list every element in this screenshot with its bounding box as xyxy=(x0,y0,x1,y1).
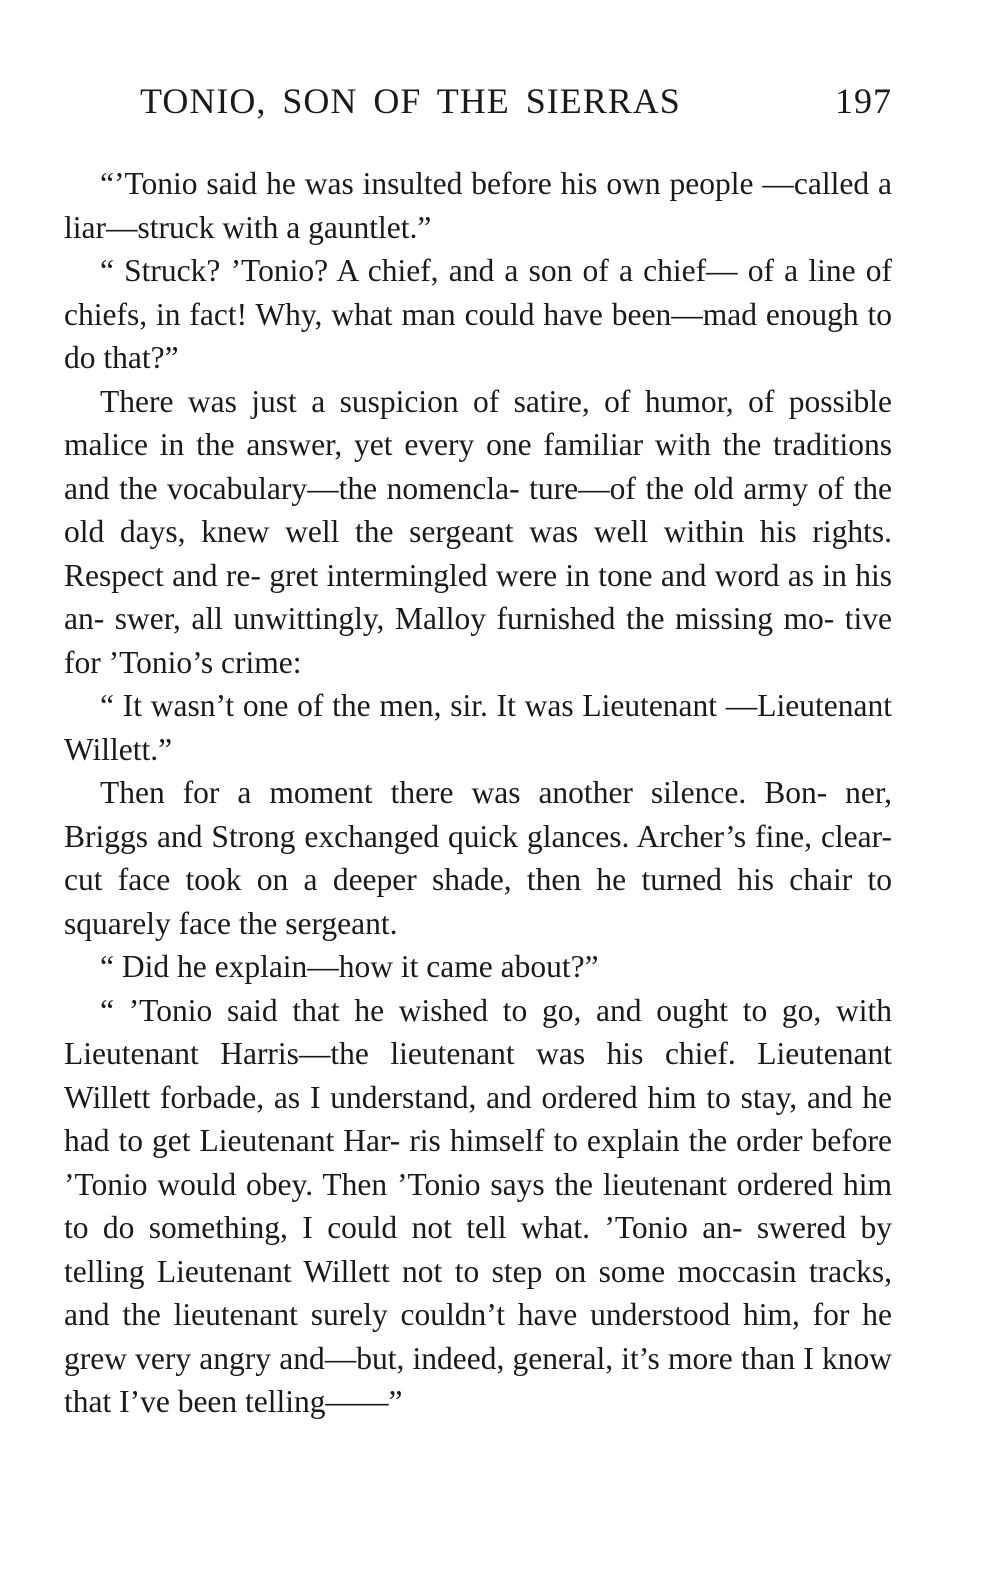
page-number: 197 xyxy=(835,81,892,121)
body-text xyxy=(64,162,892,1424)
paragraph: “ ’Tonio said that he wished to go, and ought to go, with Lieutenant Harris—the lieutenant was his chief. Lieutenant Willett forbade, as I understand, and ordered him to stay, and he had to get Lieutenant Har- ris himself to explain the order before ’Tonio would obey. Then ’Tonio says the lieutenant ordered him to do something, I could not tell what. ’Tonio an- swered by telling Lieutenant Willett not to step on some moccasin tracks, and the lieutenant surely couldn’t have understood him, for he grew very angry and—but, indeed, general, it’s more than I know that I’ve been telling——” xyxy=(64,992,892,1419)
paragraph: There was just a suspicion of satire, of humor, of possible malice in the answer, yet every one familiar with the traditions and the vocabulary—the nomencla- ture—of the old army of the old days, knew well the sergeant was well within his rights. Respect and re- gret intermingled were in tone and word as in his an- swer, all unwittingly, Malloy furnished the missing mo- tive for ’Tonio’s crime: xyxy=(64,383,892,680)
paragraph: “ Struck? ’Tonio? A chief, and a son of a chief— of a line of chiefs, in fact! Why, what man could have been—mad enough to do that?” xyxy=(64,253,892,375)
paragraph: “ Did he explain—how it came about?” xyxy=(100,949,599,984)
paragraph: “ It wasn’t one of the men, sir. It was Lieutenant —Lieutenant Willett.” xyxy=(64,688,892,767)
running-head xyxy=(140,80,892,132)
paragraph: “’Tonio said he was insulted before his own people —called a liar—struck with a gauntlet.” xyxy=(64,166,892,245)
paragraph: Then for a moment there was another silence. Bon- ner, Briggs and Strong exchanged quick glances. Archer’s fine, clear-cut face took on a deeper shade, then he turned his chair to squarely face the sergeant. xyxy=(64,775,892,941)
running-title: TONIO, SON OF THE SIERRAS xyxy=(140,81,681,121)
